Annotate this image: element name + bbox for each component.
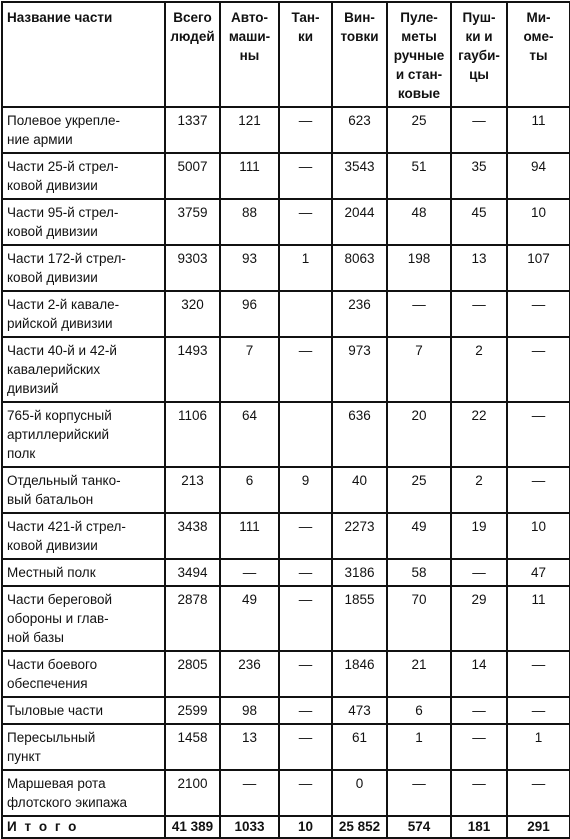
cell-guns-howitzers: 22 bbox=[451, 402, 507, 467]
cell-unit-name: Местный полк bbox=[2, 559, 165, 586]
units-table bbox=[1, 1, 570, 839]
cell-rifles: 2044 bbox=[332, 199, 387, 245]
cell-total-people: 2599 bbox=[165, 697, 220, 724]
header-total-people: Всего людей bbox=[165, 2, 220, 107]
cell-guns-howitzers: 2 bbox=[451, 337, 507, 402]
cell-vehicles: 93 bbox=[220, 245, 279, 291]
cell-machine-guns: 58 bbox=[387, 559, 451, 586]
table-row bbox=[2, 467, 570, 513]
cell-mortars: — bbox=[507, 337, 570, 402]
cell-guns-howitzers: 13 bbox=[451, 245, 507, 291]
cell-vehicles: 111 bbox=[220, 513, 279, 559]
table-row bbox=[2, 153, 570, 199]
table-row bbox=[2, 291, 570, 337]
header-vehicles: Авто- маши- ны bbox=[220, 2, 279, 107]
cell-tanks: — bbox=[279, 559, 332, 586]
cell-machine-guns: 6 bbox=[387, 697, 451, 724]
cell-unit-name: Части 172-й стрел- ковой дивизии bbox=[2, 245, 165, 291]
cell-unit-name: Части 2-й кавале- рийской дивизии bbox=[2, 291, 165, 337]
cell-tanks: — bbox=[279, 153, 332, 199]
table-row bbox=[2, 402, 570, 467]
table-row bbox=[2, 513, 570, 559]
cell-unit-name: 765-й корпусный артиллерийский полк bbox=[2, 402, 165, 467]
cell-vehicles: 121 bbox=[220, 107, 279, 153]
cell-total-people: 9303 bbox=[165, 245, 220, 291]
total-tanks: 10 bbox=[279, 816, 332, 838]
cell-unit-name: Полевое укрепле- ние армии bbox=[2, 107, 165, 153]
table-row bbox=[2, 337, 570, 402]
cell-unit-name: Пересыльный пункт bbox=[2, 724, 165, 770]
table-row bbox=[2, 199, 570, 245]
cell-vehicles: 236 bbox=[220, 651, 279, 697]
cell-total-people: 3494 bbox=[165, 559, 220, 586]
header-rifles: Вин- товки bbox=[332, 2, 387, 107]
table-row bbox=[2, 559, 570, 586]
cell-unit-name: Части боевого обеспечения bbox=[2, 651, 165, 697]
cell-total-people: 1337 bbox=[165, 107, 220, 153]
cell-rifles: 2273 bbox=[332, 513, 387, 559]
cell-vehicles: 64 bbox=[220, 402, 279, 467]
cell-machine-guns: 1 bbox=[387, 724, 451, 770]
cell-rifles: 61 bbox=[332, 724, 387, 770]
cell-tanks bbox=[279, 402, 332, 467]
cell-tanks: 9 bbox=[279, 467, 332, 513]
cell-rifles: 8063 bbox=[332, 245, 387, 291]
cell-machine-guns: 20 bbox=[387, 402, 451, 467]
cell-guns-howitzers: 19 bbox=[451, 513, 507, 559]
cell-guns-howitzers: 45 bbox=[451, 199, 507, 245]
cell-vehicles: — bbox=[220, 559, 279, 586]
cell-rifles: 3186 bbox=[332, 559, 387, 586]
header-tanks: Тан- ки bbox=[279, 2, 332, 107]
cell-vehicles: — bbox=[220, 770, 279, 816]
cell-rifles: 0 bbox=[332, 770, 387, 816]
total-unit-name: И т о г о bbox=[2, 816, 165, 838]
cell-mortars: 11 bbox=[507, 586, 570, 651]
cell-total-people: 1493 bbox=[165, 337, 220, 402]
cell-mortars: — bbox=[507, 770, 570, 816]
cell-vehicles: 49 bbox=[220, 586, 279, 651]
cell-unit-name: Части 421-й стрел- ковой дивизии bbox=[2, 513, 165, 559]
cell-vehicles: 13 bbox=[220, 724, 279, 770]
cell-vehicles: 88 bbox=[220, 199, 279, 245]
cell-total-people: 1458 bbox=[165, 724, 220, 770]
header-guns-howitzers: Пуш- ки и гауби- цы bbox=[451, 2, 507, 107]
table-row bbox=[2, 245, 570, 291]
cell-rifles: 1855 bbox=[332, 586, 387, 651]
cell-unit-name: Части 95-й стрел- ковой дивизии bbox=[2, 199, 165, 245]
total-row bbox=[2, 816, 570, 838]
cell-mortars: — bbox=[507, 697, 570, 724]
cell-tanks: — bbox=[279, 513, 332, 559]
cell-unit-name: Части береговой обороны и глав- ной базы bbox=[2, 586, 165, 651]
cell-machine-guns: — bbox=[387, 770, 451, 816]
cell-mortars: 107 bbox=[507, 245, 570, 291]
total-vehicles: 1033 bbox=[220, 816, 279, 838]
cell-tanks: — bbox=[279, 199, 332, 245]
cell-guns-howitzers: 35 bbox=[451, 153, 507, 199]
table-row bbox=[2, 651, 570, 697]
cell-vehicles: 7 bbox=[220, 337, 279, 402]
cell-guns-howitzers: — bbox=[451, 107, 507, 153]
cell-guns-howitzers: — bbox=[451, 559, 507, 586]
cell-vehicles: 98 bbox=[220, 697, 279, 724]
total-machine-guns: 574 bbox=[387, 816, 451, 838]
cell-mortars: — bbox=[507, 291, 570, 337]
cell-vehicles: 111 bbox=[220, 153, 279, 199]
table-row bbox=[2, 724, 570, 770]
cell-machine-guns: 48 bbox=[387, 199, 451, 245]
cell-tanks: — bbox=[279, 586, 332, 651]
header-row bbox=[2, 2, 570, 107]
cell-tanks bbox=[279, 291, 332, 337]
cell-machine-guns: 21 bbox=[387, 651, 451, 697]
cell-total-people: 213 bbox=[165, 467, 220, 513]
cell-total-people: 1106 bbox=[165, 402, 220, 467]
cell-unit-name: Маршевая рота флотского экипажа bbox=[2, 770, 165, 816]
cell-rifles: 3543 bbox=[332, 153, 387, 199]
cell-mortars: — bbox=[507, 467, 570, 513]
cell-vehicles: 96 bbox=[220, 291, 279, 337]
cell-unit-name: Части 25-й стрел- ковой дивизии bbox=[2, 153, 165, 199]
cell-rifles: 636 bbox=[332, 402, 387, 467]
table-body bbox=[2, 107, 570, 838]
cell-rifles: 1846 bbox=[332, 651, 387, 697]
total-mortars: 291 bbox=[507, 816, 570, 838]
cell-mortars: 94 bbox=[507, 153, 570, 199]
cell-total-people: 3438 bbox=[165, 513, 220, 559]
cell-guns-howitzers: 29 bbox=[451, 586, 507, 651]
cell-machine-guns: — bbox=[387, 291, 451, 337]
cell-total-people: 2805 bbox=[165, 651, 220, 697]
cell-total-people: 2878 bbox=[165, 586, 220, 651]
cell-tanks: 1 bbox=[279, 245, 332, 291]
cell-machine-guns: 198 bbox=[387, 245, 451, 291]
cell-tanks: — bbox=[279, 107, 332, 153]
cell-rifles: 973 bbox=[332, 337, 387, 402]
header-machine-guns: Пуле- меты ручные и стан- ковые bbox=[387, 2, 451, 107]
header-unit-name: Название части bbox=[2, 2, 165, 107]
cell-total-people: 5007 bbox=[165, 153, 220, 199]
table-header bbox=[2, 2, 570, 107]
cell-tanks: — bbox=[279, 651, 332, 697]
total-total-people: 41 389 bbox=[165, 816, 220, 838]
total-guns-howitzers: 181 bbox=[451, 816, 507, 838]
total-rifles: 25 852 bbox=[332, 816, 387, 838]
cell-guns-howitzers: — bbox=[451, 697, 507, 724]
cell-machine-guns: 49 bbox=[387, 513, 451, 559]
cell-tanks: — bbox=[279, 337, 332, 402]
header-mortars: Ми- омe- ты bbox=[507, 2, 570, 107]
cell-machine-guns: 70 bbox=[387, 586, 451, 651]
cell-tanks: — bbox=[279, 770, 332, 816]
cell-rifles: 236 bbox=[332, 291, 387, 337]
cell-total-people: 3759 bbox=[165, 199, 220, 245]
cell-rifles: 473 bbox=[332, 697, 387, 724]
cell-unit-name: Отдельный танко- вый батальон bbox=[2, 467, 165, 513]
table-row bbox=[2, 770, 570, 816]
cell-rifles: 40 bbox=[332, 467, 387, 513]
cell-machine-guns: 7 bbox=[387, 337, 451, 402]
cell-unit-name: Части 40-й и 42-й кавалерийских дивизий bbox=[2, 337, 165, 402]
cell-guns-howitzers: 14 bbox=[451, 651, 507, 697]
cell-vehicles: 6 bbox=[220, 467, 279, 513]
cell-mortars: 1 bbox=[507, 724, 570, 770]
cell-mortars: 10 bbox=[507, 199, 570, 245]
table-row bbox=[2, 586, 570, 651]
cell-mortars: — bbox=[507, 651, 570, 697]
cell-rifles: 623 bbox=[332, 107, 387, 153]
cell-tanks: — bbox=[279, 724, 332, 770]
cell-machine-guns: 25 bbox=[387, 107, 451, 153]
cell-unit-name: Тыловые части bbox=[2, 697, 165, 724]
cell-guns-howitzers: — bbox=[451, 770, 507, 816]
cell-total-people: 2100 bbox=[165, 770, 220, 816]
cell-mortars: 11 bbox=[507, 107, 570, 153]
table-row bbox=[2, 697, 570, 724]
cell-machine-guns: 25 bbox=[387, 467, 451, 513]
cell-mortars: — bbox=[507, 402, 570, 467]
cell-mortars: 47 bbox=[507, 559, 570, 586]
cell-total-people: 320 bbox=[165, 291, 220, 337]
cell-tanks: — bbox=[279, 697, 332, 724]
cell-guns-howitzers: — bbox=[451, 724, 507, 770]
table-row bbox=[2, 107, 570, 153]
cell-guns-howitzers: 2 bbox=[451, 467, 507, 513]
cell-guns-howitzers: — bbox=[451, 291, 507, 337]
cell-machine-guns: 51 bbox=[387, 153, 451, 199]
cell-mortars: 10 bbox=[507, 513, 570, 559]
